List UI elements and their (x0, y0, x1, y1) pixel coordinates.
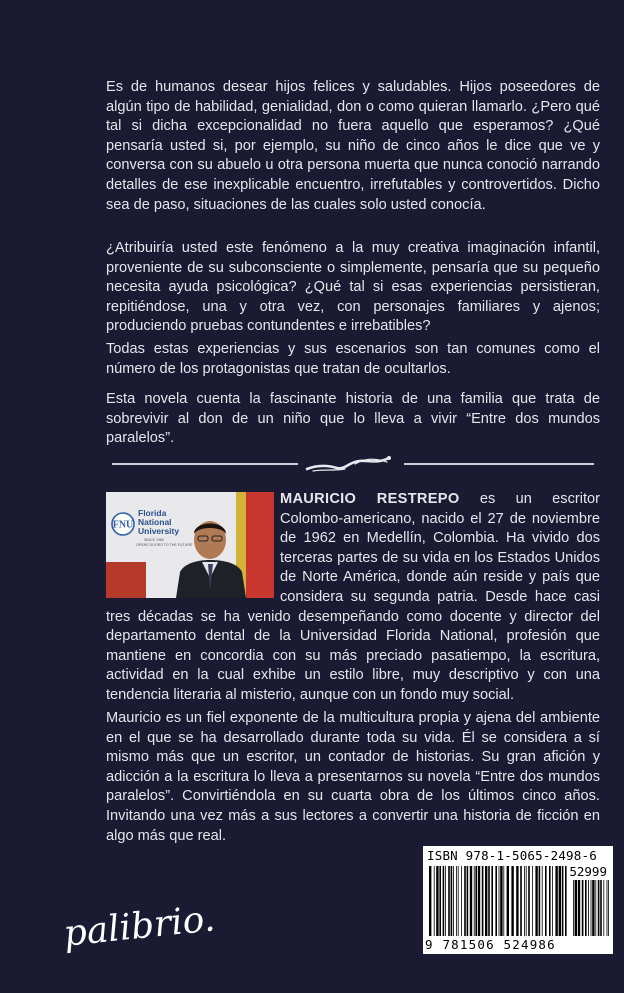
synopsis-text-4: Esta novela cuenta la fascinante historia de una familia que trata de sobrevivir al don de un niño que lo lleva a vivir “Entre dos mundos paralelos”. (106, 391, 600, 447)
divider-line-right (404, 463, 594, 465)
barcode-bar (516, 866, 518, 936)
barcode-bar (524, 866, 525, 936)
barcode-bar (503, 866, 504, 936)
banner-line-1: Florida (138, 508, 167, 518)
photo-spacer (106, 490, 280, 606)
barcode-bar (482, 866, 484, 936)
author-bio-text: es un escritor Colombo-americano, nacido el 27 de noviembre de 1962 en Medellín, Colombia. Ha vivido dos terceras partes de su vida en los Estados Unidos de Norte América, donde aún reside y país que considera su segunda patria. Desde hace casi tres décadas se ha venido desempeñando como docente y director del departamento dental de la Universidad Florida National, profesión que mantiene en concordia con su más preciado pasatiempo, la escritura, actividad en la cual exhibe un estilo libre, muy descriptivo y con una tendencia literaria al misterio, aunque con un fondo muy social. (106, 491, 600, 703)
barcode-bar (582, 880, 584, 936)
barcode-bar (495, 866, 497, 936)
barcode-bar (500, 866, 502, 936)
author-bio-paragraph (106, 490, 600, 706)
barcode-bar (445, 866, 446, 936)
barcode-bar (451, 866, 453, 936)
banner-line-3: University (138, 526, 180, 536)
synopsis-paragraph-2 (106, 239, 600, 337)
synopsis-text-1: Es de humanos desear hijos felices y saludables. Hijos poseedores de algún tipo de habilidad, genialidad, don o como quieran llamarlo. ¿Pero qué tal si dicha excepcionalidad no fuera aquello que esperamos? ¿Qué pensaría usted si, por ejemplo, su niño de cinco años le dice que ve y conversa con su abuelo u otra persona muerta que nunca conoció narrando detalles de ese inexplicable encuentro, irrefutables y controvertidos. Dicho sea de paso, situaciones de las cuales solo usted conocía. (106, 79, 600, 213)
barcode-digits: 9 781506 524986 (425, 937, 556, 952)
barcode-bar (552, 866, 553, 936)
barcode-bar (592, 880, 594, 936)
barcode-bar (478, 866, 480, 936)
barcode-bar (456, 866, 457, 936)
barcode-bars (429, 866, 569, 936)
barcode-bar (470, 866, 472, 936)
barcode-bar (573, 880, 574, 936)
barcode-bar (474, 866, 475, 936)
barcode-bar (542, 866, 543, 936)
barcode-bar (559, 866, 561, 936)
barcode-bar (603, 880, 604, 936)
barcode-bar (507, 866, 509, 936)
barcode-bar (443, 866, 445, 936)
flourish-ornament-icon (303, 452, 393, 476)
barcode-bar (562, 866, 564, 936)
barcode-bar (528, 866, 530, 936)
barcode-bar (598, 880, 600, 936)
author-closing-text: Mauricio es un fiel exponente de la multicultura propia y ajena del ambiente en el que se ha desarrollado durante toda su vida. Él se considera a sí mismo más que un escritor, un contador de historias. Su gran afición y adicción a la escritura lo lleva a presentarnos su novela “Entre dos mundos paralelos”. Convirtiéndola en su cuarta obra de los últimos cinco años. Invitando una vez más a sus lectores a convertir una historia de ficción en algo más que real. (106, 710, 600, 844)
synopsis-paragraph-4 (106, 390, 600, 449)
barcode-bar (458, 866, 459, 936)
barcode-bar (520, 866, 522, 936)
barcode-bar (499, 866, 500, 936)
barcode-bar (549, 866, 551, 936)
barcode-bar (555, 866, 557, 936)
barcode-bar (491, 866, 493, 936)
banner-tagline-1: SINCE 1982 (144, 538, 164, 542)
barcode-bar (429, 866, 431, 936)
barcode-bar (600, 880, 602, 936)
barcode-bar (532, 866, 533, 936)
barcode-bar (434, 866, 435, 936)
price-code: 52999 (569, 864, 607, 879)
synopsis-text-2: ¿Atribuiría usted este fenómeno a la muy creativa imaginación infantil, proveniente de su subconsciente o simplemente, pensaría que su pequeño necesita ayuda psicológica? ¿Qué tal si esas experiencias persistieran, repitiéndose, una y otra vez, con personajes familiares y ajenos; produciendo pruebas contundentes e irrebatibles? (106, 240, 600, 335)
barcode-bar (461, 866, 462, 936)
banner-line-2: National (138, 517, 172, 527)
price-barcode-bars (573, 880, 609, 936)
author-name: MAURICIO RESTREPO (280, 491, 460, 507)
synopsis-text-3: Todas estas experiencias y sus escenarios son tan comunes como el número de los protagonistas que tratan de ocultarlos. (106, 341, 600, 377)
barcode-bar (467, 866, 469, 936)
barcode-bar (535, 866, 537, 936)
barcode-bar (511, 866, 513, 936)
ornamental-divider (106, 452, 600, 476)
barcode-bar (436, 866, 438, 936)
palibrio-logo (60, 892, 230, 958)
fnu-initials: FNU (112, 519, 134, 531)
barcode-bar (591, 880, 592, 936)
barcode-bar (588, 880, 589, 936)
barcode-bar (488, 866, 490, 936)
banner-tagline-2: OPENS DOORS TO THE FUTURE (136, 543, 193, 547)
barcode-bar (607, 880, 608, 936)
barcode-bar (439, 866, 441, 936)
barcode-bar (608, 880, 609, 936)
barcode-bar (578, 880, 580, 936)
barcode-bar (545, 866, 547, 936)
synopsis-paragraph-3 (106, 340, 600, 379)
isbn-barcode (423, 846, 613, 954)
barcode-bar (475, 866, 477, 936)
barcode-bar (539, 866, 541, 936)
isbn-number: ISBN 978-1-5065-2498-6 (427, 848, 597, 863)
synopsis-paragraph-1 (106, 78, 600, 215)
barcode-bar (585, 880, 587, 936)
barcode-bar (485, 866, 487, 936)
barcode-bar (575, 880, 577, 936)
barcode-bar (464, 866, 466, 936)
divider-line-left (112, 463, 298, 465)
author-closing-paragraph (106, 709, 600, 846)
palibrio-logo-text: palibrio. (61, 898, 217, 955)
barcode-bar (453, 866, 454, 936)
barcode-bar (448, 866, 450, 936)
barcode-bar (526, 866, 527, 936)
barcode-bar (565, 866, 567, 936)
barcode-bar (595, 880, 596, 936)
